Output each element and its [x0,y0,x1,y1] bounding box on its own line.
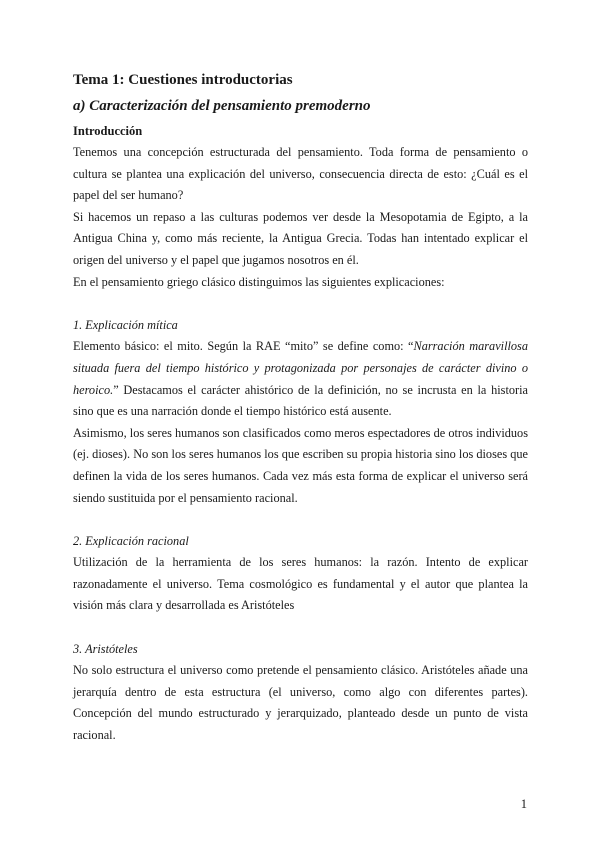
document-page [73,70,528,747]
intro-paragraph-3: En el pensamiento griego clásico distinguimos las siguientes explicaciones: [73,274,445,289]
section-2-heading: 2. Explicación racional [73,533,189,548]
intro-paragraph-2: Si hacemos un repaso a las culturas podemos ver desde la Mesopotamia de Egipto, a la Antigua China y, como más reciente, la Antigua Grecia. Todas han intentado explicar el origen del universo y el papel que jugamos nosotros en él. [73,209,528,267]
section-3-paragraph-1: No solo estructura el universo como pretende el pensamiento clásico. Aristóteles añade una jerarquía dentro de esta estructura (el universo, como algo con diferentes partes). Concepción del mundo estructurado y jerarquizado, planteado desde un punto de vista racional. [73,663,528,743]
section-1-paragraph-1 [73,336,528,422]
intro-heading: Introducción [73,124,143,138]
section-1-text-after: ” Destacamos el carácter ahistórico de la definición, no se incrusta en la historia sino que es una narración donde el tiempo histórico está ausente. [73,382,528,419]
section-1-paragraph-2: Asimismo, los seres humanos son clasificados como meros espectadores de otros individuos (ej. dioses). No son los seres humanos los que escriben su propia historia sino los dioses que definen la vida de los seres humanos. Cada vez más esta forma de explicar el universo será siendo sustituida por el pensamiento racional. [73,425,528,505]
section-2-paragraph-1: Utilización de la herramienta de los seres humanos: la razón. Intento de explicar razonadamente el universo. Tema cosmológico es fundamental y el autor que plantea la visión más clara y desarrollada es Aristóteles [73,555,528,613]
section-3-heading: 3. Aristóteles [73,641,138,656]
section-1-heading: 1. Explicación mítica [73,317,178,332]
document-subtitle: a) Caracterización del pensamiento premoderno [73,98,371,114]
document-title: Tema 1: Cuestiones introductorias [73,72,293,88]
section-1-text-before: Elemento básico: el mito. Según la RAE “mito” se define como: “ [73,339,414,354]
page-number: 1 [520,797,527,811]
intro-paragraph-1: Tenemos una concepción estructurada del pensamiento. Toda forma de pensamiento o cultura se plantea una explicación del universo, consecuencia directa de esto: ¿Cuál es el papel del ser humano? [73,145,528,203]
rae-definition-quote: Narración maravillosa situada fuera del tiempo histórico y protagonizada por personajes de carácter divino o heroico. [73,339,528,397]
